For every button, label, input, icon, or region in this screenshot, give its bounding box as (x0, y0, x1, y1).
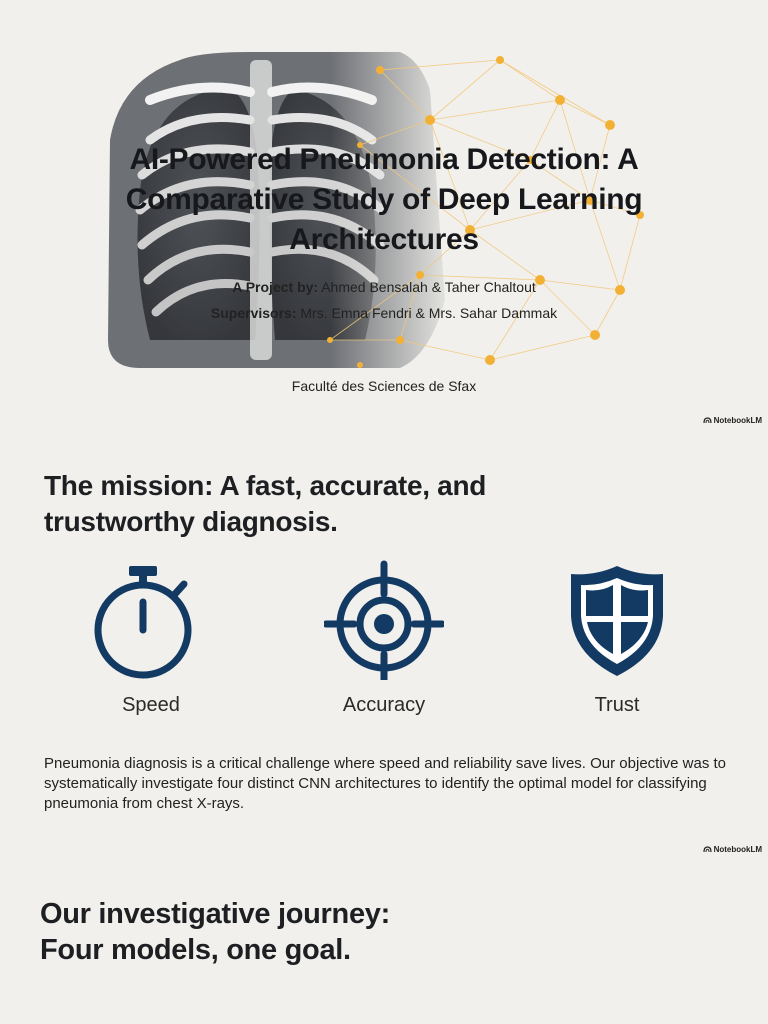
speed-label: Speed (122, 694, 180, 716)
brand-text: NotebookLM (713, 845, 762, 854)
supervisors-names: Mrs. Emna Fendri & Mrs. Sahar Dammak (300, 305, 558, 321)
journey-title (40, 896, 640, 968)
mission-slide (0, 432, 768, 864)
mission-description: Pneumonia diagnosis is a critical challenge where speed and reliability save lives. Our objective was to systematically investigate four distinct CNN architectures to identify the optimal model for classifying pneumonia from chest X-rays. (44, 755, 727, 812)
title-slide (0, 0, 768, 432)
speed-pillar (66, 560, 236, 717)
notebooklm-brand (703, 416, 762, 425)
notebooklm-logo-icon (703, 417, 712, 424)
target-icon (324, 560, 444, 680)
brand-text: NotebookLM (713, 416, 762, 425)
journey-title-line2: Four models, one goal. (40, 934, 351, 966)
authors-line (0, 279, 768, 295)
supervisors-line (0, 305, 768, 321)
journey-slide (0, 864, 768, 1024)
accuracy-pillar (299, 560, 469, 717)
trust-label: Trust (594, 694, 640, 716)
supervisors-label: Supervisors: (210, 305, 297, 321)
notebooklm-brand (703, 845, 762, 854)
mission-title: The mission: A fast, accurate, and trustworthy diagnosis. (44, 470, 487, 537)
stopwatch-icon (91, 560, 211, 680)
authors-label: A Project by: (232, 279, 319, 295)
notebooklm-logo-icon (703, 846, 712, 853)
institution-name: Faculté des Sciences de Sfax (291, 378, 477, 394)
authors-names: Ahmed Bensalah & Taher Chaltout (321, 279, 536, 295)
presentation-title: AI-Powered Pneumonia Detection: A Comparative Study of Deep Learning Architectures (125, 143, 643, 256)
trust-pillar (532, 560, 702, 717)
shield-icon (557, 560, 677, 680)
journey-title-line1: Our investigative journey: (40, 898, 390, 930)
accuracy-label: Accuracy (342, 694, 426, 716)
